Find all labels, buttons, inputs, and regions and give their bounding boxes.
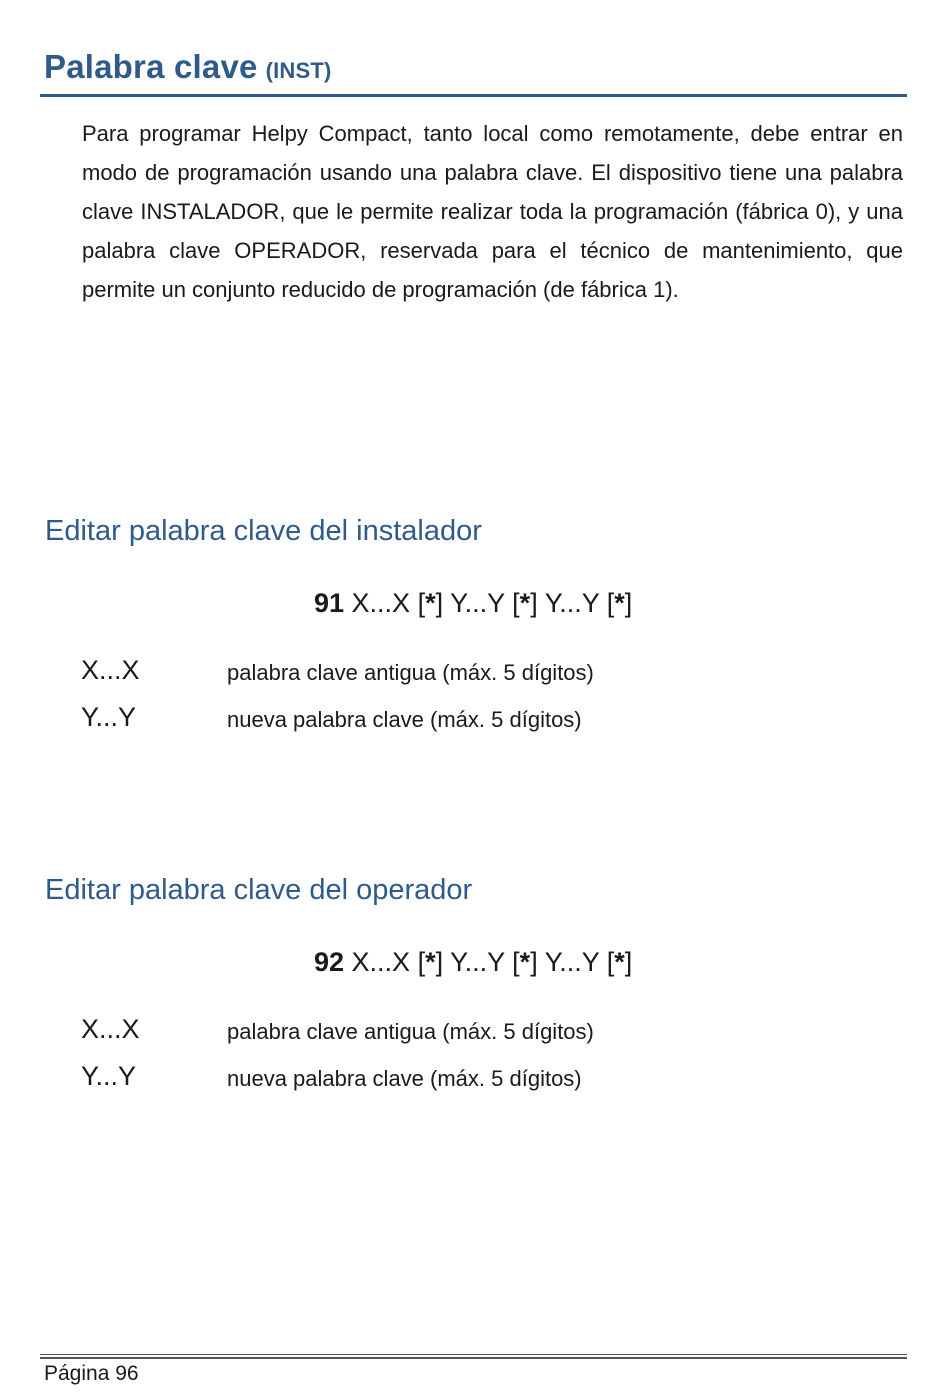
command-star: * (425, 588, 436, 618)
page-number: Página 96 (44, 1362, 139, 1385)
page-title-tag: (INST) (265, 58, 332, 83)
command-syntax-operator (314, 947, 632, 978)
intro-paragraph: Para programar Helpy Compact, tanto local como remotamente, debe entrar en modo de programación usando una palabra clave. El dispositivo tiene una palabra clave INSTALADOR, que le permite realizar toda la programación (fábrica 0), y una palabra clave OPERADOR, reservada para el técnico de mantenimiento, que permite un conjunto reducido de programación (de fábrica 1). (82, 121, 903, 302)
param-row (81, 1056, 781, 1096)
command-code: 91 (314, 588, 345, 618)
title-divider (40, 94, 907, 97)
command-part: ] (624, 588, 633, 618)
param-key: Y...Y (81, 1061, 137, 1091)
section-heading-operator: Editar palabra clave del operador (45, 874, 473, 906)
command-part: ] Y...Y [ (435, 947, 520, 977)
command-star: * (614, 947, 625, 977)
param-description: palabra clave antigua (máx. 5 dígitos) (227, 660, 594, 685)
param-description: nueva palabra clave (máx. 5 dígitos) (227, 1066, 582, 1091)
command-syntax-installer (314, 588, 632, 619)
section-heading-installer: Editar palabra clave del instalador (45, 515, 482, 547)
page-title-text: Palabra clave (44, 48, 258, 85)
command-part: X...X [ (344, 588, 426, 618)
command-part: ] (624, 947, 633, 977)
command-part: X...X [ (344, 947, 426, 977)
param-key: X...X (81, 1014, 140, 1044)
footer-divider (40, 1357, 907, 1359)
param-row (81, 650, 781, 690)
command-part: ] Y...Y [ (435, 588, 520, 618)
param-description: nueva palabra clave (máx. 5 dígitos) (227, 707, 582, 732)
page-title (44, 48, 332, 86)
command-star: * (519, 947, 531, 977)
command-code: 92 (314, 947, 345, 977)
command-part: ] Y...Y [ (530, 588, 615, 618)
param-key: Y...Y (81, 702, 137, 732)
param-row (81, 697, 781, 737)
param-description: palabra clave antigua (máx. 5 dígitos) (227, 1019, 594, 1044)
command-part: ] Y...Y [ (530, 947, 615, 977)
param-row (81, 1009, 781, 1049)
command-star: * (519, 588, 531, 618)
command-star: * (425, 947, 436, 977)
command-star: * (614, 588, 625, 618)
footer-divider (40, 1354, 907, 1355)
param-key: X...X (81, 655, 140, 685)
